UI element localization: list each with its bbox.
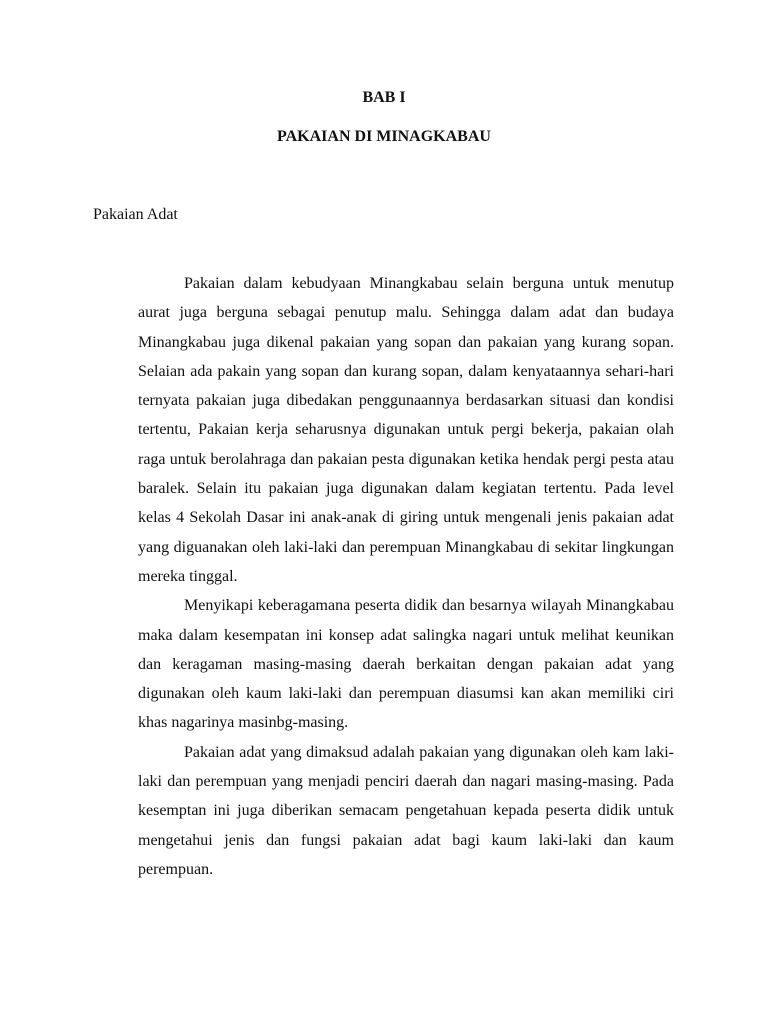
body-text [138,269,674,884]
paragraph-1: Pakaian dalam kebudyaan Minangkabau selain berguna untuk menutup aurat juga berguna sebagai penutup malu. Sehingga dalam adat dan budaya Minangkabau juga dikenal pakaian yang sopan dan pakaian yang kurang sopan. Selaian ada pakain yang sopan dan kurang sopan, dalam kenyataannya sehari-hari ternyata pakaian juga dibedakan penggunaannya berdasarkan situasi dan kondisi tertentu, Pakaian kerja seharusnya digunakan untuk pergi bekerja, pakaian olah raga untuk berolahraga dan pakaian pesta digunakan ketika hendak pergi pesta atau baralek. Selain itu pakaian juga digunakan dalam kegiatan tertentu. Pada level kelas 4 Sekolah Dasar ini anak-anak di giring untuk mengenali jenis pakaian adat yang diguanakan oleh laki-laki dan perempuan Minangkabau di sekitar lingkungan mereka tinggal. [138,275,674,585]
paragraph-3: Pakaian adat yang dimaksud adalah pakaian yang digunakan oleh kam laki-laki dan perempuan yang menjadi penciri daerah dan nagari masing-masing. Pada kesemptan ini juga diberikan semacam pengetahuan kepada peserta didik untuk mengetahui jenis dan fungsi pakaian adat bagi kaum laki-laki dan kaum perempuan. [138,743,674,878]
chapter-title: PAKAIAN DI MINAGKABAU [277,128,491,145]
chapter-heading: BAB I [362,89,406,106]
section-heading: Pakaian Adat [93,206,178,223]
paragraph-2: Menyikapi keberagamana peserta didik dan besarnya wilayah Minangkabau maka dalam kesempatan ini konsep adat salingka nagari untuk melihat keunikan dan keragaman masing-masing daerah berkaitan dengan pakaian adat yang digunakan oleh kaum laki-laki dan perempuan diasumsi kan akan memiliki ciri khas nagarinya masinbg-masing. [138,597,674,732]
